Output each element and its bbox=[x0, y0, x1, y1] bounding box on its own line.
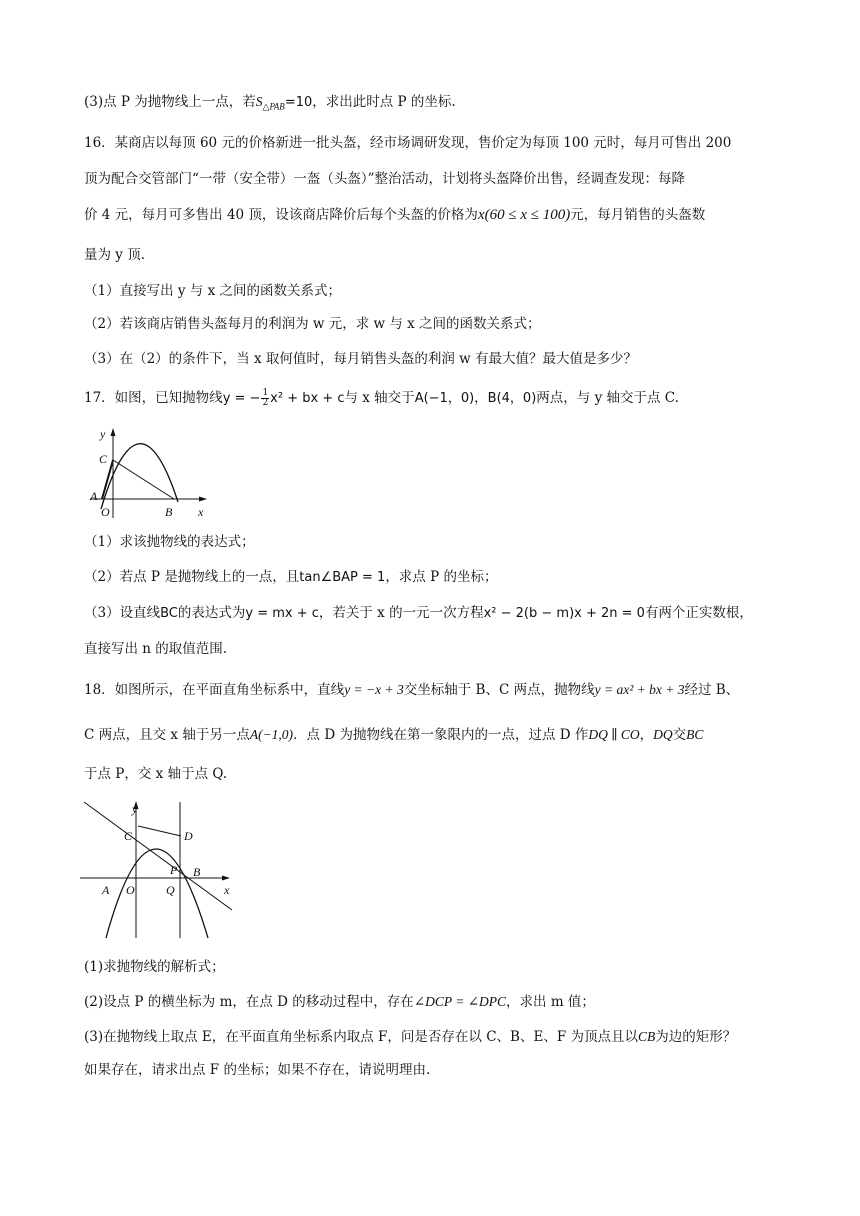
q18-x-arrow bbox=[222, 876, 230, 881]
q16-part3: （3）在（2）的条件下，当 x 取何值时，每月销售头盔的利润 w 有最大值？最大值是多少？ bbox=[84, 351, 638, 367]
q18-label-x: x bbox=[224, 883, 230, 897]
q17-part2: （2）若点 P 是抛物线上的一点，且tan∠BAP = 1，求点 P 的坐标； bbox=[84, 569, 498, 585]
q18-line1: 18．如图所示，在平面直角坐标系中，直线y = −x + 3交坐标轴于 B、C 两点，抛物线y = ax² + bx + 3经过 B、 bbox=[84, 682, 740, 698]
q17-y-arrow bbox=[111, 428, 116, 436]
q18-label-q: Q bbox=[166, 883, 175, 897]
q18-label-a: A bbox=[102, 883, 110, 897]
q15-area-value: =10 bbox=[284, 95, 313, 110]
q18-label-o: O bbox=[126, 883, 135, 897]
q17-label-y: y bbox=[100, 427, 106, 441]
q16-line3: 价 4 元，每月可多售出 40 顶，设该商店降价后每个头盔的价格为x(60 ≤ x ≤ 100)元，每月销售的头盔数 bbox=[84, 207, 706, 223]
q18-line2: C 两点，且交 x 轴于另一点A(−1,0)．点 D 为抛物线在第一象限内的一点，过点 D 作DQ ∥ CO，DQ交BC bbox=[84, 727, 704, 743]
q16-part2: （2）若该商店销售头盔每月的利润为 w 元，求 w 与 x 之间的函数关系式； bbox=[84, 316, 541, 332]
q18-line3: 于点 P，交 x 轴于点 Q. bbox=[84, 766, 228, 782]
q16-line1: 16．某商店以每顶 60 元的价格新进一批头盔，经市场调研发现，售价定为每顶 100 元时，每月可售出 200 bbox=[84, 135, 732, 151]
q17-part1: （1）求该抛物线的表达式； bbox=[84, 534, 255, 550]
q18-parabola-curve bbox=[106, 849, 208, 938]
q17-fraction: $\frac{1}{2}$ bbox=[262, 388, 269, 408]
q16-line2: 顶为配合交管部门“一带（安全带）一盔（头盔）”整治活动，计划将头盔降价出售，经调查发现：每降 bbox=[84, 171, 686, 187]
q17-label-o: O bbox=[101, 505, 110, 519]
q18-label-c: C bbox=[124, 829, 133, 843]
q15-part3-text-b: ，求出此时点 P 的坐标. bbox=[312, 94, 456, 110]
q17-x-arrow bbox=[199, 497, 207, 502]
q17-intro: 17．如图，已知抛物线y = − $\frac{1}{2}$ x² + bx + c与 x 轴交于A(−1，0)，B(4，0)两点，与 y 轴交于点 C. bbox=[84, 388, 679, 408]
q18-part3-line2: 如果存在，请求出点 F 的坐标；如果不存在，请说明理由. bbox=[84, 1062, 431, 1078]
q18-coordinate-figure bbox=[80, 798, 236, 940]
q17-label-b: B bbox=[165, 505, 173, 519]
q17-part3-line2: 直接写出 n 的取值范围. bbox=[84, 641, 228, 657]
q16-part1: （1）直接写出 y 与 x 之间的函数关系式； bbox=[84, 283, 341, 299]
q16-price-range: x(60 ≤ x ≤ 100) bbox=[477, 207, 571, 223]
q15-part3-text-a: (3)点 P 为抛物线上一点，若 bbox=[84, 94, 256, 110]
q18-part3: (3)在抛物线上取点 E，在平面直角坐标系内取点 F，问是否存在以 C、B、E、F 为顶点且以CB为边的矩形？ bbox=[84, 1029, 737, 1045]
q17-label-x: x bbox=[198, 505, 204, 519]
q18-label-y: y bbox=[132, 802, 138, 816]
q17-segment-bc bbox=[113, 460, 174, 499]
q17-part3: （3）设直线BC的表达式为y = mx + c，若关于 x 的一元一次方程x² − 2(b − m)x + 2n = 0有两个正实数根， bbox=[84, 605, 753, 621]
q15-area-symbol: $S_{\triangle PAB}$ bbox=[255, 94, 285, 112]
q18-label-p: P bbox=[170, 863, 178, 877]
q18-label-b: B bbox=[193, 865, 201, 879]
q15-part3 bbox=[84, 92, 456, 117]
q17-label-c: C bbox=[99, 452, 108, 466]
q18-part1: (1)求抛物线的解析式； bbox=[84, 959, 225, 975]
q17-label-a: A bbox=[90, 489, 98, 503]
q18-label-d: D bbox=[184, 829, 193, 843]
q17-parabola-figure bbox=[84, 422, 214, 526]
q16-line4: 量为 y 顶. bbox=[84, 247, 146, 263]
q18-part2: (2)设点 P 的横坐标为 m，在点 D 的移动过程中，存在∠DCP = ∠DPC，求出 m 值； bbox=[84, 994, 595, 1010]
q18-segment-cd bbox=[138, 826, 181, 836]
